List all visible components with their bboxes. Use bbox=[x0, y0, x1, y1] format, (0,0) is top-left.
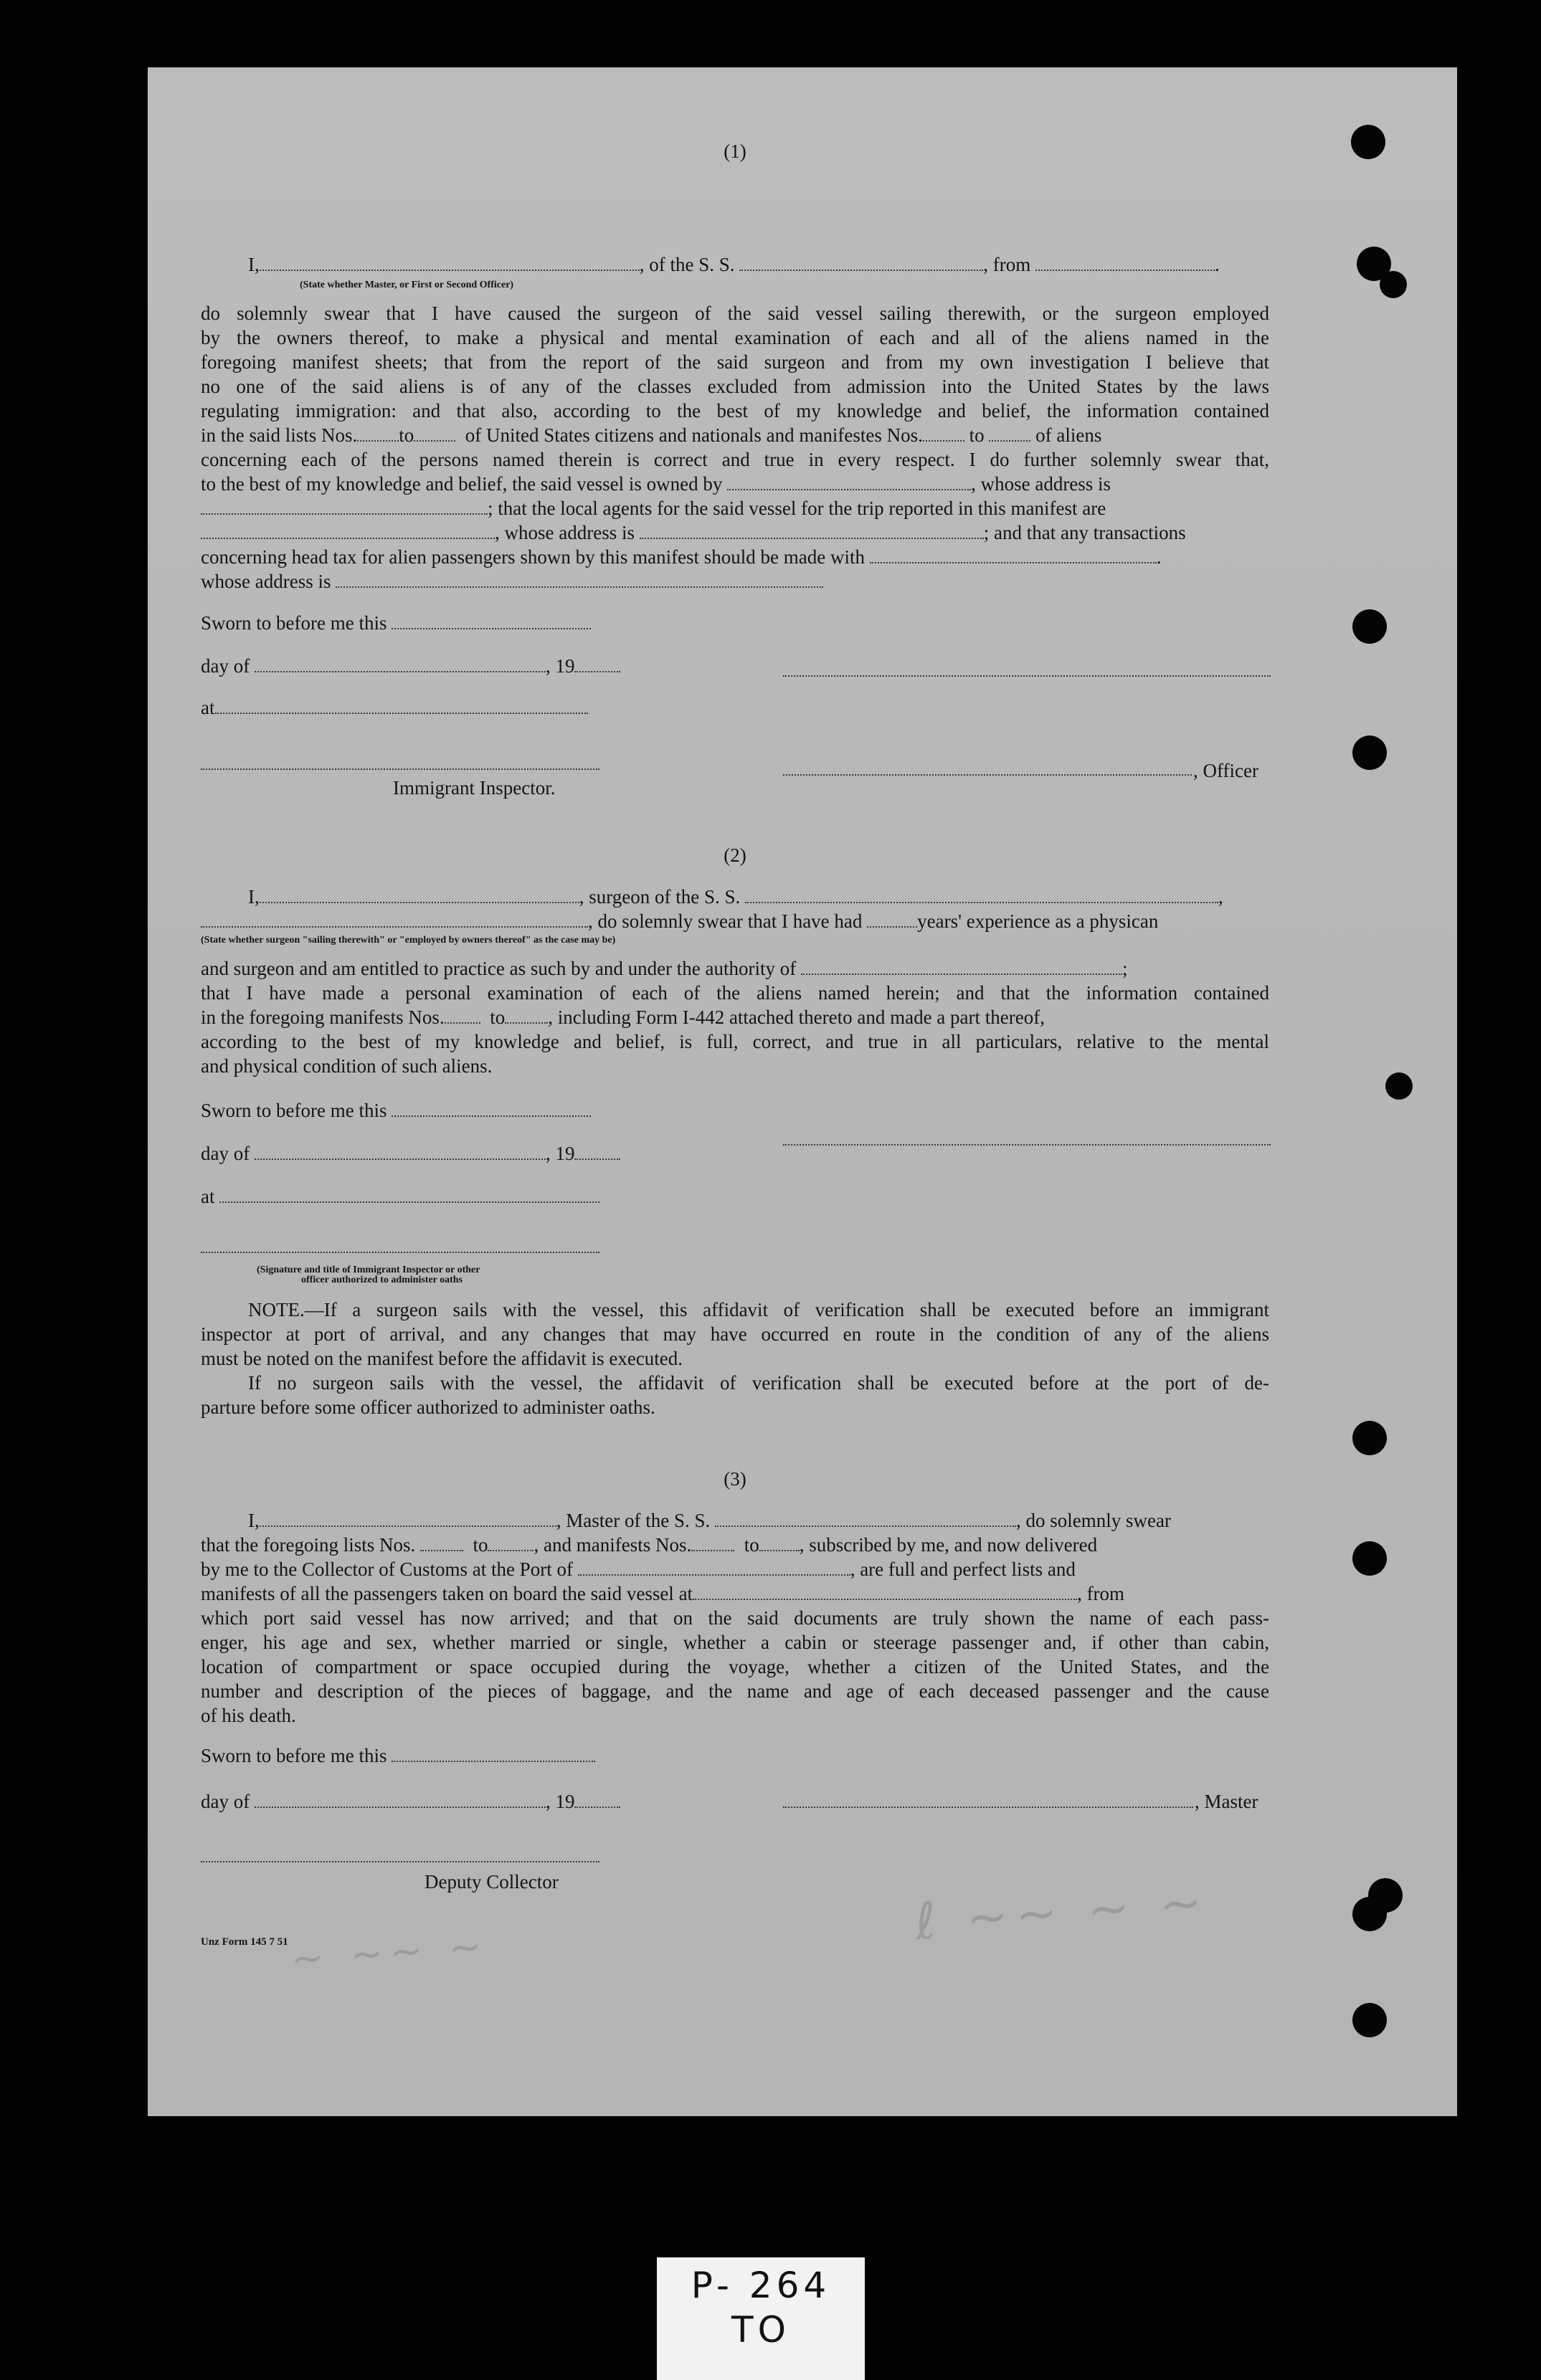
surgeon-name-blank[interactable] bbox=[260, 886, 579, 903]
s2-manifest-to-blank[interactable] bbox=[505, 1006, 548, 1024]
s1-body-2: by the owners thereof, to make a physical and mental examination of each and all of the aliens named in the bbox=[201, 327, 1269, 348]
s3-ship-blank[interactable] bbox=[715, 1510, 1016, 1527]
s1-line-1: I, , of the S. S. , from . bbox=[248, 254, 1220, 275]
form-id: Unz Form 145 7 51 bbox=[201, 1936, 288, 1948]
s2-line-3: and surgeon and am entitled to practice as such by and under the authority of ; bbox=[201, 958, 1128, 979]
s3-line-1: I, , Master of the S. S. , do solemnly swear bbox=[248, 1510, 1171, 1531]
s1-inspector-line[interactable] bbox=[201, 768, 599, 770]
s1-officer-line[interactable] bbox=[783, 774, 1192, 776]
s3-master-label: , Master bbox=[1195, 1791, 1258, 1812]
manifest-from-blank[interactable] bbox=[923, 424, 964, 442]
manifest-page bbox=[148, 67, 1457, 2116]
s2-line-4: that I have made a personal examination of each of the aliens named herein; and that the information contained bbox=[201, 982, 1269, 1004]
s3-manifest-to-blank[interactable] bbox=[759, 1534, 800, 1551]
authority-blank[interactable] bbox=[801, 958, 1122, 975]
s3-line-3: by me to the Collector of Customs at the Port of , are full and perfect lists and bbox=[201, 1558, 1076, 1580]
s3-line-4: manifests of all the passengers taken on board the said vessel at , from bbox=[201, 1583, 1125, 1604]
s2-at: at bbox=[201, 1184, 1269, 1209]
s2-at-blank[interactable] bbox=[219, 1186, 599, 1203]
s3-manifest-from-blank[interactable] bbox=[691, 1534, 734, 1551]
s3-body-3: location of compartment or space occupied during the voyage, whether a citizen of the United States, and the bbox=[201, 1656, 1269, 1677]
s3-sworn: Sworn to before me this bbox=[201, 1743, 1269, 1768]
s1-sworn: Sworn to before me this bbox=[201, 611, 1269, 635]
frame-tag bbox=[657, 2257, 865, 2380]
s2-line-5: in the foregoing manifests Nos. to , including Form I-442 attached thereto and made a part thereof, bbox=[201, 1006, 1045, 1028]
s2-manifest-from-blank[interactable] bbox=[445, 1006, 480, 1024]
s2-sworn: Sworn to before me this bbox=[201, 1098, 1269, 1123]
s2-line-2: , do solemnly swear that I have had years' experience as a physican bbox=[201, 909, 1269, 933]
ship-name-blank[interactable] bbox=[739, 254, 983, 271]
s2-surgeon-note: (State whether surgeon "sailing therewith" or "employed by owners thereof" as the case may be) bbox=[201, 935, 616, 946]
punch-hole bbox=[1351, 125, 1385, 159]
agents-address-blank[interactable] bbox=[640, 522, 984, 539]
s1-line-11: , whose address is ; and that any transactions bbox=[201, 520, 1269, 545]
s3-list-from-blank[interactable] bbox=[420, 1534, 463, 1551]
s2-capacity-blank[interactable] bbox=[201, 910, 588, 928]
s3-body-4: number and description of the pieces of baggage, and the name and age of each deceased passenger and the cause bbox=[201, 1680, 1269, 1702]
s1-line-13: whose address is bbox=[201, 569, 1269, 594]
s2-ship-blank[interactable] bbox=[745, 886, 1218, 903]
punch-hole bbox=[1352, 1541, 1387, 1576]
owner-address-blank[interactable] bbox=[201, 498, 488, 515]
faint-handwriting-signature: ℓ ~~ ~ ~ bbox=[913, 1872, 1211, 1952]
s1-signature-line-top[interactable] bbox=[783, 675, 1271, 677]
tag-line-1: P- 264 bbox=[691, 2265, 831, 2306]
s1-body-4: no one of the said aliens is of any of the classes excluded from admission into the United States by the laws bbox=[201, 376, 1269, 397]
s1-line-7: in the said lists Nos. to of United States citizens and nationals and manifestes Nos. to of aliens bbox=[201, 424, 1102, 446]
s3-master-blank[interactable] bbox=[260, 1510, 556, 1527]
s1-line-10: ; that the local agents for the said vessel for the trip reported in this manifest are bbox=[201, 496, 1269, 520]
note-p1-line-2: inspector at port of arrival, and any changes that may have occurred en route in the condition of any of the aliens bbox=[201, 1323, 1269, 1345]
s3-master-signature-line[interactable] bbox=[783, 1807, 1193, 1808]
s1-inspector-label: Immigrant Inspector. bbox=[393, 777, 556, 799]
s3-body-1: which port said vessel has now arrived; and that on the said documents are truly shown the name of each pass- bbox=[201, 1607, 1269, 1629]
s1-officer-note: (State whether Master, or First or Second Officer) bbox=[300, 280, 514, 290]
note-p1-line-1: NOTE.—If a surgeon sails with the vessel, this affidavit of verification shall be executed before an immigrant bbox=[248, 1299, 1269, 1320]
faint-handwriting-mark: ~ ~~ ~ bbox=[290, 1923, 490, 1982]
boarding-port-blank[interactable] bbox=[693, 1583, 1077, 1600]
punch-hole bbox=[1352, 2003, 1387, 2037]
punch-hole bbox=[1352, 1897, 1387, 1931]
s2-line-7: and physical condition of such aliens. bbox=[201, 1055, 493, 1077]
tag-line-2: TO bbox=[731, 2309, 790, 2351]
s2-inspector-line[interactable] bbox=[201, 1252, 599, 1253]
agents-blank[interactable] bbox=[201, 522, 495, 539]
s3-line-2: that the foregoing lists Nos. to , and manifests Nos. to , subscribed by me, and now delivered bbox=[201, 1534, 1098, 1556]
s1-year-blank[interactable] bbox=[574, 655, 620, 672]
s3-list-to-blank[interactable] bbox=[488, 1534, 534, 1551]
s1-at: at bbox=[201, 695, 1269, 720]
s2-year-blank[interactable] bbox=[574, 1143, 620, 1160]
manifest-to-blank[interactable] bbox=[989, 424, 1030, 442]
note-p2-line-1: If no surgeon sails with the vessel, the affidavit of verification shall be executed before at the port of de- bbox=[248, 1372, 1269, 1394]
from-port-blank[interactable] bbox=[1035, 254, 1215, 271]
s1-line-12: concerning head tax for alien passengers shown by this manifest should be made with . bbox=[201, 546, 1162, 568]
punch-hole bbox=[1352, 736, 1387, 770]
head-tax-address-blank[interactable] bbox=[336, 571, 823, 588]
punch-hole bbox=[1352, 1421, 1387, 1455]
owner-blank[interactable] bbox=[727, 473, 971, 490]
s1-day: day of , 19 bbox=[201, 654, 1269, 678]
s1-line-9: to the best of my knowledge and belief, the said vessel is owned by , whose address is bbox=[201, 473, 1111, 495]
s3-day: day of , 19 bbox=[201, 1789, 1269, 1814]
s1-officer-label: , Officer bbox=[1193, 760, 1258, 781]
port-of-blank[interactable] bbox=[578, 1558, 850, 1576]
section-3-number: (3) bbox=[724, 1468, 746, 1490]
s2-day: day of , 19 bbox=[201, 1141, 1269, 1166]
head-tax-blank[interactable] bbox=[870, 546, 1157, 563]
section-1-number: (1) bbox=[724, 141, 746, 162]
punch-hole bbox=[1380, 271, 1407, 298]
s3-collector-label: Deputy Collector bbox=[425, 1871, 559, 1893]
punch-hole bbox=[1385, 1072, 1413, 1100]
s1-sworn-blank[interactable] bbox=[392, 612, 591, 629]
punch-hole bbox=[1352, 609, 1387, 644]
note-p1-line-3: must be noted on the manifest before the affidavit is executed. bbox=[201, 1348, 683, 1369]
s2-line-1: I, , surgeon of the S. S. , bbox=[248, 886, 1223, 908]
s3-day-blank[interactable] bbox=[255, 1791, 546, 1808]
s1-body-1: do solemnly swear that I have caused the surgeon of the said vessel sailing therewith, or the surgeon employed bbox=[201, 303, 1269, 324]
s3-body-2: enger, his age and sex, whether married or single, whether a cabin or steerage passenger and, if other than cabin, bbox=[201, 1632, 1269, 1653]
list-from-blank[interactable] bbox=[357, 424, 399, 442]
master-name-blank[interactable] bbox=[260, 254, 640, 271]
s1-body-5: regulating immigration: and that also, according to the best of my knowledge and belief, the information contained bbox=[201, 400, 1269, 422]
s2-day-blank[interactable] bbox=[255, 1143, 546, 1160]
s1-day-blank[interactable] bbox=[255, 655, 546, 672]
s2-line-6: according to the best of my knowledge and belief, is full, correct, and true in all particulars, relative to the mental bbox=[201, 1031, 1269, 1052]
s3-collector-line[interactable] bbox=[201, 1861, 599, 1862]
s1-at-blank[interactable] bbox=[215, 697, 588, 714]
s3-year-blank[interactable] bbox=[574, 1791, 620, 1808]
s2-sig-note-1: (Signature and title of Immigrant Inspector or other bbox=[257, 1265, 480, 1275]
years-experience-blank[interactable] bbox=[867, 910, 917, 928]
note-p2-line-2: parture before some officer authorized to administer oaths. bbox=[201, 1396, 655, 1418]
s2-sworn-blank[interactable] bbox=[392, 1100, 591, 1117]
s2-sig-note-2: officer authorized to administer oaths bbox=[301, 1275, 463, 1285]
s1-line-8: concerning each of the persons named therein is correct and true in every respect. I do further solemnly swear that, bbox=[201, 449, 1269, 470]
s1-body-3: foregoing manifest sheets; that from the report of the said surgeon and from my own investigation I believe that bbox=[201, 351, 1269, 373]
section-2-number: (2) bbox=[724, 844, 746, 866]
s3-body-5: of his death. bbox=[201, 1705, 296, 1726]
list-to-blank[interactable] bbox=[414, 424, 455, 442]
s3-sworn-blank[interactable] bbox=[392, 1745, 595, 1762]
